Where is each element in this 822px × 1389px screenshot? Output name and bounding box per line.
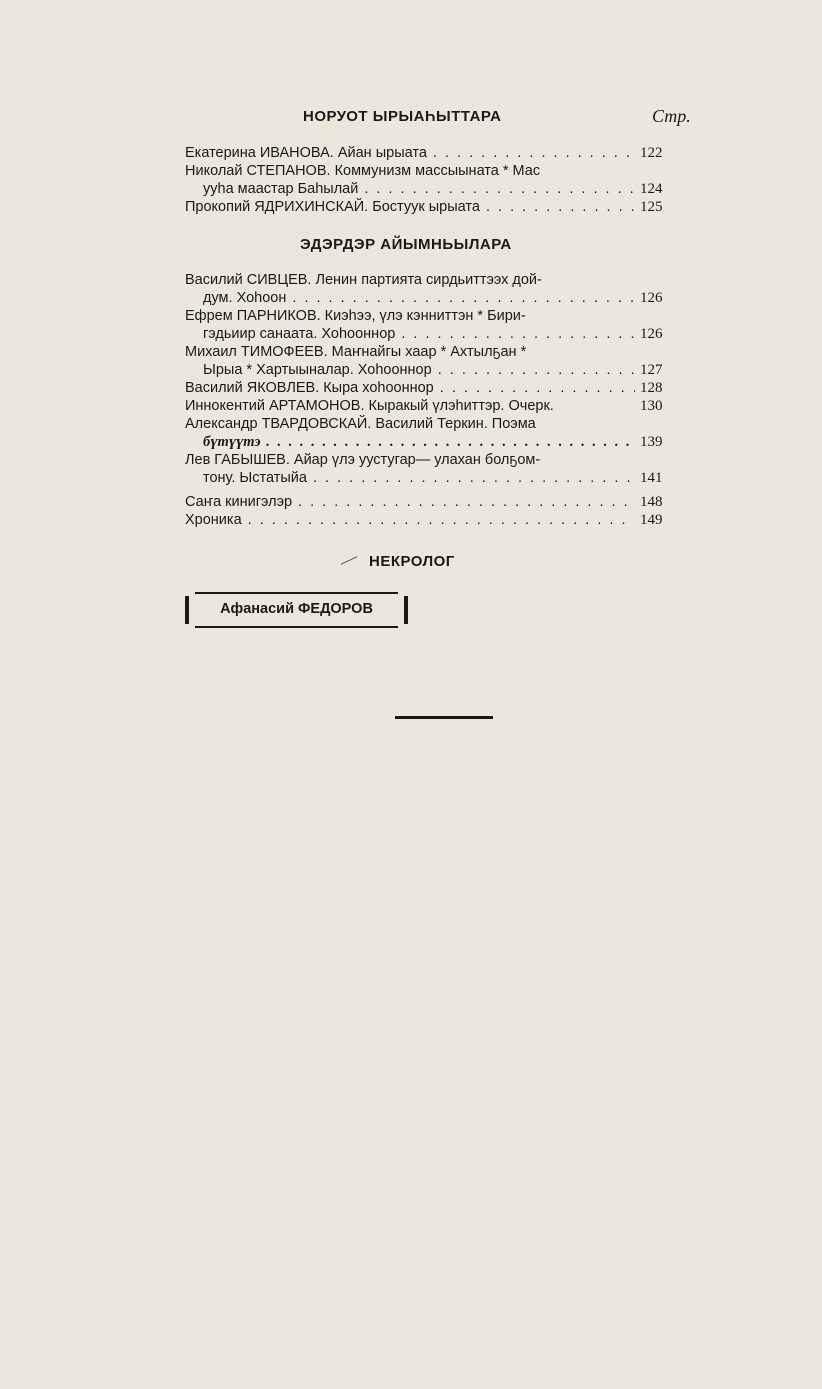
entry-text: Ефрем ПАРНИКОВ. Киэһээ, үлэ кэнниттэн * Бири- bbox=[185, 308, 526, 324]
section-title-necrology: НЕКРОЛОГ bbox=[369, 553, 455, 570]
entry-text-continued: дум. Хоһоон . . . bbox=[185, 289, 635, 307]
entry-text-continued: тону. Ыстатыйа . . . bbox=[185, 469, 635, 487]
necrology-frame bbox=[185, 596, 408, 624]
toc-section-poets bbox=[185, 144, 680, 216]
necrology-name: Афанасий ФЕДОРОВ bbox=[220, 601, 373, 617]
toc-entry bbox=[185, 162, 680, 198]
entry-text: Михаил ТИМОФЕЕВ. Маҥнайгы хаар * Ахтылҕан * bbox=[185, 344, 527, 360]
entry-page: 126 bbox=[640, 290, 663, 306]
toc-entry bbox=[185, 379, 680, 397]
closing-rule bbox=[395, 716, 493, 719]
toc-entry bbox=[185, 144, 680, 162]
entry-text: Прокопий ЯДРИХИНСКАЙ. Бостуук ырыата . . . bbox=[185, 198, 635, 216]
entry-page: 125 bbox=[640, 199, 663, 215]
entry-text: Александр ТВАРДОВСКАЙ. Василий Теркин. Поэма bbox=[185, 416, 536, 432]
entry-text-continued: Ырыа * Хартыыналар. Хоһооннор . . . bbox=[185, 361, 635, 379]
entry-text: Саҥа кинигэлэр . . . bbox=[185, 493, 635, 511]
entry-text: Иннокентий АРТАМОНОВ. Кыракый үлэһиттэр. Очерк. bbox=[185, 398, 554, 414]
entry-page: 127 bbox=[640, 362, 663, 378]
toc-entry bbox=[185, 493, 680, 511]
entry-text-continued: бүтүүтэ . . . bbox=[185, 433, 635, 451]
entry-text: Екатерина ИВАНОВА. Айан ырыата . . . bbox=[185, 144, 635, 162]
entry-page: 149 bbox=[640, 512, 663, 528]
toc-entry bbox=[185, 511, 680, 529]
toc-entry bbox=[185, 343, 680, 379]
toc-section-misc bbox=[185, 493, 680, 529]
toc-entry bbox=[185, 415, 680, 451]
toc-entry bbox=[185, 271, 680, 307]
entry-page: 124 bbox=[640, 181, 663, 197]
section-title-poets: НОРУОТ ЫРЫАҺЫТТАРА bbox=[303, 108, 502, 125]
entry-text-continued: ууһа маастар Баһылай . . . bbox=[185, 180, 635, 198]
entry-text-continued: гэдьиир санаата. Хоһооннор . . . bbox=[185, 325, 635, 343]
toc-section-young bbox=[185, 271, 680, 487]
entry-text: Хроника . . . bbox=[185, 511, 635, 529]
pencil-mark bbox=[341, 556, 358, 565]
entry-text: Василий ЯКОВЛЕВ. Кыра хоһооннор . . . bbox=[185, 379, 635, 397]
entry-text: Лев ГАБЫШЕВ. Айар үлэ уустугар— улахан болҕом- bbox=[185, 452, 541, 468]
entry-text: Николай СТЕПАНОВ. Коммунизм массыыната * Мас bbox=[185, 163, 541, 179]
entry-page: 141 bbox=[640, 470, 663, 486]
toc-entry bbox=[185, 397, 680, 415]
page-column-label: Стр. bbox=[652, 106, 691, 126]
toc-entry bbox=[185, 451, 680, 487]
entry-page: 148 bbox=[640, 494, 663, 510]
entry-page: 130 bbox=[640, 398, 663, 414]
entry-page: 128 bbox=[640, 380, 663, 396]
toc-entry bbox=[185, 307, 680, 343]
entry-page: 139 bbox=[640, 434, 663, 450]
entry-page: 126 bbox=[640, 326, 663, 342]
entry-text: Василий СИВЦЕВ. Ленин партията сирдьиттээх дой- bbox=[185, 272, 542, 288]
section-title-young: ЭДЭРДЭР АЙЫМНЬЫЛАРА bbox=[300, 236, 512, 253]
entry-page: 122 bbox=[640, 145, 663, 161]
toc-entry bbox=[185, 198, 680, 216]
